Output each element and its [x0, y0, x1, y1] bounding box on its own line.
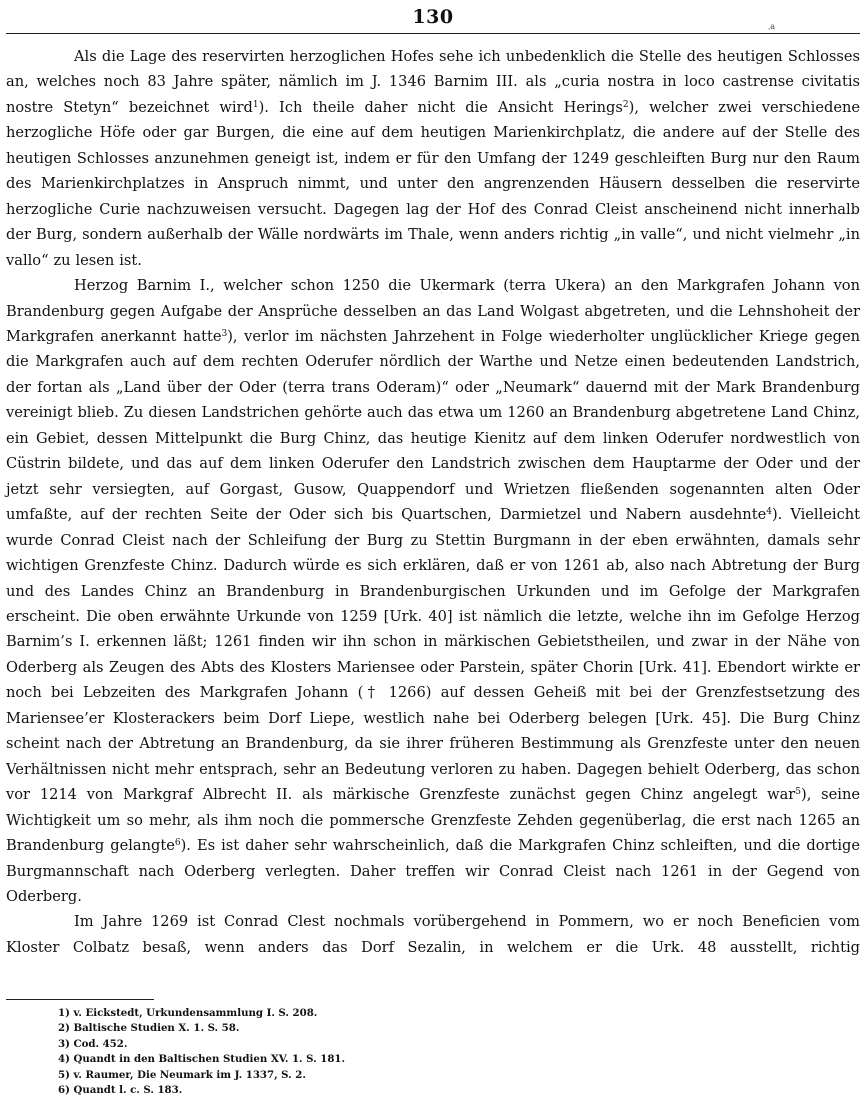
footnote-1: 1) v. Eickstedt, Urkundensammlung I. S. 208. — [58, 1007, 318, 1019]
footnote-3: 3) Cod. 452. — [58, 1037, 128, 1050]
footnote-ref-3: 3 — [221, 328, 228, 339]
footnotes — [58, 1006, 818, 1098]
footnote-6: 6) Quandt l. c. S. 183. — [58, 1084, 183, 1097]
corner-mark: ˌa — [768, 22, 775, 31]
text-segment: ), welcher zwei verschiedene herzogliche Höfe oder gar Burgen, die eine auf dem heutigen Marienkirchplatz, die andere auf der Stelle des heutigen Schlosses anzunehmen geneigt ist, indem er für den Umfang der 1249 geschleiften Burg nur den Raum des Marienkirchplatzes in Anspruch nimmt, und unter den angrenzenden Häusern desselben die reservirte herzogliche Curie nachzuweisen versucht. Dagegen lag der Hof des Conrad Cleist anscheinend nicht innerhalb der Burg, sondern außerhalb der Wälle nordwärts im Thale, wenn anders richtig „in valle“, und nicht vielmehr „in vallo“ zu lesen ist. — [6, 98, 860, 269]
footnote-4: 4) Quandt in den Baltischen Studien XV. 1. S. 181. — [58, 1053, 346, 1066]
footnote-ref-4: 4 — [766, 507, 772, 518]
text-segment: Im Jahre 1269 ist Conrad Clest nochmals vorübergehend in Pommern, wo er noch Beneficien vom Kloster Colbatz besaß, wenn anders das Dorf Sezalin, in welchem er die Urk. 48 ausstellt, richtig — [6, 913, 860, 956]
paragraph-1 — [6, 44, 860, 273]
footnote-5: 5) v. Raumer, Die Neumark im J. 1337, S. 2. — [58, 1068, 306, 1081]
page-number: 130 — [412, 6, 454, 28]
text-segment: ). Es ist daher sehr wahrscheinlich, daß die Markgrafen Chinz schleiften, und die dortige Burgmannschaft nach Oderberg verlegten. Daher treffen wir Conrad Cleist nach 1261 in der Gegend von Oderberg. — [6, 837, 860, 905]
text-segment: ). Ich theile daher nicht die Ansicht Herings — [258, 98, 623, 116]
paragraph-3 — [6, 909, 860, 960]
footnote-ref-2: 2 — [622, 99, 629, 110]
text-segment: ), verlor im nächsten Jahrzehent in Folge wiederholter unglücklicher Kriege gegen die Markgrafen auch auf dem rechten Oderufer nördlich der Warthe und Netze einen bedeutenden Landstrich, der fortan als „Land über der Oder (terra trans Oderam)“ oder „Neumark“ dauernd mit der Mark Brandenburg vereinigt blieb. Zu diesen Landstrichen gehörte auch das etwa um 1260 an Brandenburg abgetretene Land Chinz, ein Gebiet, dessen Mittelpunkt die Burg Chinz, das heutige Kienitz auf dem linken Oderufer nordwestlich von Cüstrin bildete, und das auf dem linken Oderufer den Landstrich zwischen dem Hauptarme der Oder und der jetzt sehr versiegten, auf Gorgast, Gusow, Quappendorf und Wrietzen fließenden sogenannten alten Oder umfaßte, auf der rechten Seite der Oder sich bis Quartschen, Darmietzel und Nabern ausdehnte — [6, 327, 860, 524]
header-rule — [6, 33, 860, 34]
text-segment: ), seine Wichtigkeit um so mehr, als ihm noch die pommersche Grenzfeste Zehden gegenüberlag, die erst nach 1265 an Brandenburg gelangte — [6, 786, 860, 855]
footnote-2: 2) Baltische Studien X. 1. S. 58. — [58, 1022, 240, 1035]
footnote-rule — [6, 999, 154, 1000]
footnote-ref-1: 1 — [252, 99, 259, 110]
body-text — [6, 44, 860, 960]
text-segment: Herzog Barnim I., welcher schon 1250 die Ukermark (terra Ukera) an den Markgrafen Johann von Brandenburg gegen Aufgabe der Ansprüche desselben an das Land Wolgast abgetreten, und die Lehnshoheit der Markgrafen anerkannt hatte — [6, 277, 860, 345]
text-segment: Als die Lage des reservirten herzoglichen Hofes sehe ich unbedenklich die Stelle des heutigen Schlosses an, welches noch 83 Jahre später, nämlich im J. 1346 Barnim III. als „curia nostra in loco castrense civitatis nostre Stetyn“ bezeichnet wird — [6, 48, 860, 116]
text-segment: ). Vielleicht wurde Conrad Cleist nach der Schleifung der Burg zu Stettin Burgmann in der eben erwähnten, damals sehr wichtigen Grenzfeste Chinz. Dadurch würde es sich erklären, daß er von 1261 ab, also nach Abtretung der Burg und des Landes Chinz an Brandenburg in Brandenburgischen Urkunden und im Gefolge der Markgrafen erscheint. Die oben erwähnte Urkunde von 1259 [Urk. 40] ist nämlich die letzte, welche ihn im Gefolge Herzog Barnim’s I. erkennen läßt; 1261 finden wir ihn schon in märkischen Gebietstheilen, und zwar in der Nähe von Oderberg als Zeugen des Abts des Klosters Mariensee oder Parstein, später Chorin [Urk. 41]. Ebendort wirkte er noch bei Lebzeiten des Markgrafen Johann († 1266) auf dessen Geheiß mit bei der Grenzfestsetzung des Mariensee’er Klosterackers beim Dorf Liepe, westlich nahe bei Oderberg belegen [Urk. 45]. Die Burg Chinz scheint nach der Abtretung an Brandenburg, da sie ihrer früheren Bestimmung als Grenzfeste unter den neuen Verhältnissen nicht mehr entsprach, sehr an Bedeutung verloren zu haben. Dagegen behielt Oderberg, das schon vor 1214 von Markgraf Albrecht II. als märkische Grenzfeste zunächst gegen Chinz angelegt war — [6, 506, 861, 804]
paragraph-2 — [6, 273, 860, 909]
footnote-ref-5: 5 — [795, 787, 802, 798]
footnote-ref-6: 6 — [174, 838, 181, 849]
